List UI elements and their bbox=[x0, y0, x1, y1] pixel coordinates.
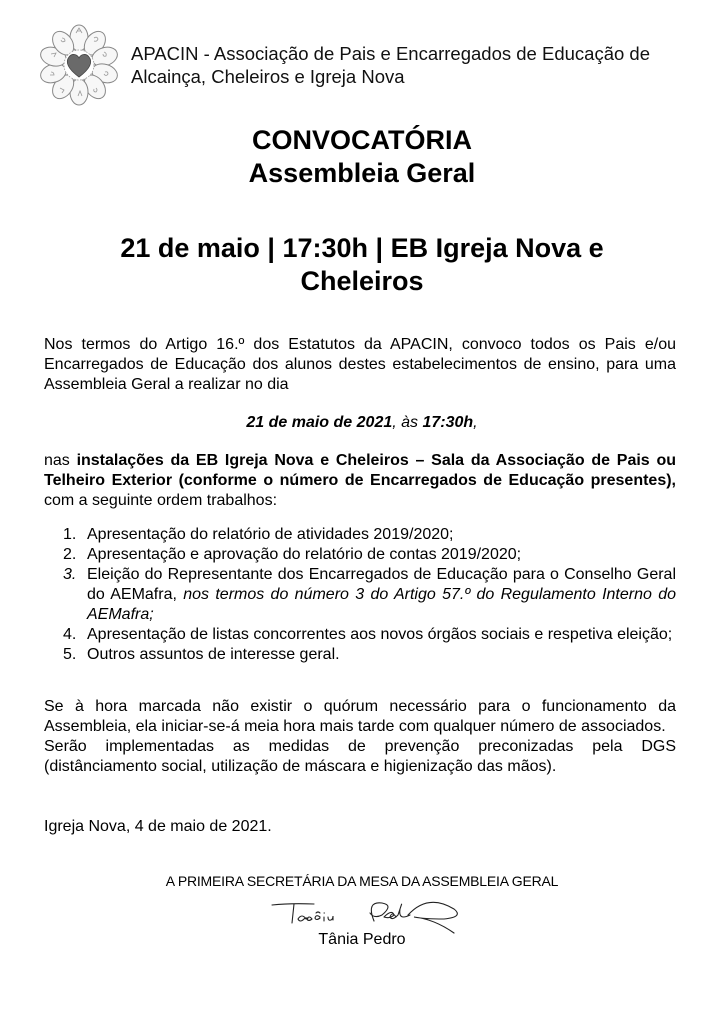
handwritten-signature-icon bbox=[270, 895, 480, 935]
agenda-item-text: Outros assuntos de interesse geral. bbox=[87, 646, 340, 663]
agenda-item bbox=[63, 545, 676, 565]
agenda-item bbox=[63, 625, 676, 645]
agenda-item bbox=[63, 525, 676, 545]
location-paragraph bbox=[44, 451, 676, 511]
document-title bbox=[0, 124, 724, 190]
location-bold: instalações da EB Igreja Nova e Cheleiros – Sala da Associação de Pais ou Telheiro Exterior (conforme o número de Encarregados de Educação presentes), bbox=[44, 452, 676, 489]
header-line-1: APACIN - Associação de Pais e Encarregados de Educação de bbox=[131, 43, 650, 64]
quorum-paragraph: Se à hora marcada não existir o quórum necessário para o funcionamento da Assembleia, ela iniciar-se-á meia hora mais tarde com qualquer número de associados. bbox=[44, 698, 676, 735]
association-header bbox=[131, 42, 711, 88]
agenda-item-text: Apresentação de listas concorrentes aos novos órgãos sociais e respetiva eleição; bbox=[87, 626, 673, 643]
agenda-item-text: Apresentação e aprovação do relatório de contas 2019/2020; bbox=[87, 546, 522, 563]
agenda-item-number: 1. bbox=[63, 526, 77, 543]
event-heading bbox=[0, 232, 724, 298]
meeting-date: 21 de maio de 2021 bbox=[246, 414, 393, 431]
place-date: Igreja Nova, 4 de maio de 2021. bbox=[44, 818, 272, 835]
agenda-item-number: 5. bbox=[63, 646, 77, 663]
meeting-time: 17:30h bbox=[422, 414, 474, 431]
agenda-item-text: Eleição do Representante dos Encarregados de Educação para o Conselho Geral do AEMafra, bbox=[87, 566, 676, 603]
apacin-logo-icon bbox=[38, 24, 120, 106]
agenda-list bbox=[63, 525, 676, 665]
measures-paragraph: Serão implementadas as medidas de prevenção preconizadas pela DGS (distânciamento social, utilização de máscara e higienização das mãos). bbox=[44, 738, 676, 775]
date-connector: , às bbox=[392, 414, 423, 431]
agenda-item bbox=[63, 645, 676, 665]
signatory-name bbox=[0, 931, 724, 949]
location-suffix: com a seguinte ordem trabalhos: bbox=[44, 492, 278, 509]
location-prefix: nas bbox=[44, 452, 77, 469]
agenda-item-number: 4. bbox=[63, 626, 77, 643]
title-convocatoria: CONVOCATÓRIA bbox=[252, 125, 472, 155]
date-end: , bbox=[473, 414, 478, 431]
header-line-2: Alcainça, Cheleiros e Igreja Nova bbox=[131, 66, 405, 87]
event-heading-line-2: Cheleiros bbox=[300, 266, 424, 296]
signatory-name-text: Tânia Pedro bbox=[318, 931, 406, 948]
agenda-item-italic-text: nos termos do número 3 do Artigo 57.º do Regulamento Interno do AEMafra; bbox=[87, 586, 676, 623]
agenda-item-number: 2. bbox=[63, 546, 77, 563]
agenda-item-number: 3. bbox=[63, 566, 77, 583]
signatory-role: A PRIMEIRA SECRETÁRIA DA MESA DA ASSEMBLEIA GERAL bbox=[165, 873, 559, 889]
quorum-measures-block bbox=[44, 697, 676, 777]
meeting-date-line bbox=[0, 414, 724, 432]
title-assembleia-geral: Assembleia Geral bbox=[248, 158, 476, 188]
agenda-item-text: Apresentação do relatório de atividades 2019/2020; bbox=[87, 526, 454, 543]
intro-paragraph: Nos termos do Artigo 16.º dos Estatutos da APACIN, convoco todos os Pais e/ou Encarregados de Educação dos alunos destes estabelecimentos de ensino, para uma Assembleia Geral a realizar no dia bbox=[44, 336, 676, 393]
agenda-item bbox=[63, 565, 676, 625]
event-heading-line-1: 21 de maio | 17:30h | EB Igreja Nova e bbox=[120, 233, 604, 263]
